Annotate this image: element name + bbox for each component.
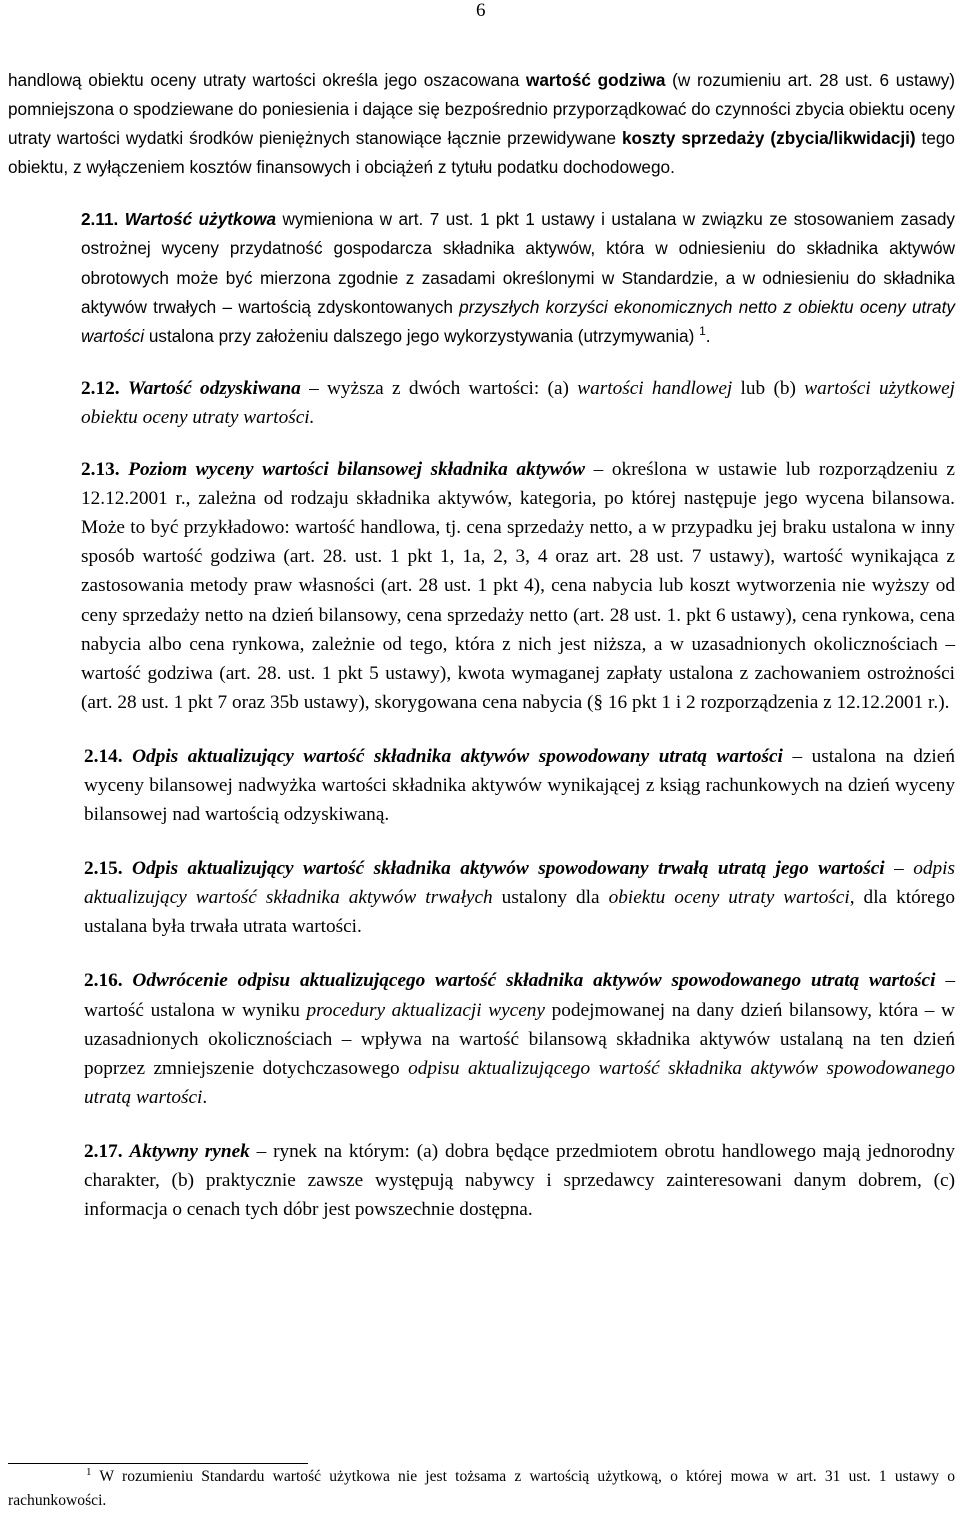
text: – wartość ustalona w wyniku: [84, 970, 955, 1021]
definition-2-14: [8, 742, 955, 829]
italic-text: obiektu oceny utraty wartości: [608, 887, 850, 909]
intro-paragraph: [8, 66, 955, 182]
footnote-reference[interactable]: 1: [699, 323, 706, 338]
italic-text: odpis aktualizujący wartość składnika aktywów trwałych: [84, 858, 956, 909]
text: – określona w ustawie lub rozporządzeniu z 12.12.2001 r., zależna od rodzaju składnika aktywów, kategoria, po której następuje jego wycena bilansowa. Może to być przykładowo: wartość handlowa, tj. cena sprzedaży netto, a w przypadku jej braku ustalona w inny sposób wartość godziwa (art. 28. ust. 1 pkt 1, 1a, 2, 3, 4 oraz art. 28 ust. 7 ustawy), wartość wynikająca z zastosowania metody praw własności (art. 28 ust. 1 pkt 4), cena nabycia lub koszt wytworzenia nie wyższy od ceny sprzedaży netto na dzień bilansowy, cena sprzedaży netto (art. 28 ust. 1. pkt 6 ustawy), cena rynkowa, cena nabycia albo cena rynkowa, zależnie od tego, która z nich jest niższa, a w uzasadnionych okolicznościach – wartość godziwa (art. 28. ust. 1 pkt 5 ustawy), kwota wymaganej zapłaty ustalona z zachowaniem ostrożności (art. 28 ust. 1 pkt 7 oraz 35b ustawy), skorygowana cena nabycia (§ 16 pkt 1 i 2 rozporządzenia z 12.12.2001 r.).: [81, 459, 955, 713]
text: .: [202, 1086, 208, 1108]
defined-term: Wartość użytkowa: [124, 209, 277, 230]
text: , dla którego ustalana była trwała utrata wartości.: [84, 887, 955, 938]
definition-2-12: [8, 374, 955, 432]
text: wymieniona w art. 7 ust. 1 pkt 1 ustawy i ustalana w związku ze stosowaniem zasady ostrożnej wyceny przydatność gospodarcza składnika aktywów, która w odniesieniu do składnika aktywów obrotowych może być mierzona zgodnie z zasadami określonymi w Standardzie, a w odniesieniu do składnika aktywów trwałych – wartością zdyskontowanych: [81, 209, 955, 317]
definition-2-15: [8, 854, 955, 941]
footnote-separator: [8, 1463, 308, 1464]
italic-text: odpisu aktualizującego wartość składnika aktywów spowodowanego utratą wartości: [84, 1057, 955, 1108]
defined-term: Aktywny rynek: [129, 1140, 250, 1162]
footnote: [8, 1465, 955, 1513]
definition-2-16: [8, 966, 955, 1111]
definition-2-11: [8, 205, 955, 350]
italic-text: wartości użytkowej obiektu oceny utraty wartości.: [81, 377, 955, 428]
italic-text: przyszłych korzyści ekonomicznych netto z obiektu oceny utraty wartości: [81, 296, 955, 346]
defined-term: Odpis aktualizujący wartość składnika aktywów spowodowany trwałą utratą jego wartości: [132, 858, 885, 880]
text: – wyższa z dwóch wartości: (a): [300, 377, 578, 399]
text: lub (b): [732, 377, 805, 399]
section-number: 2.12.: [81, 377, 120, 399]
emphasis: wartość godziwa: [525, 70, 666, 90]
page-number: 6: [476, 0, 486, 21]
section-number: 2.15.: [84, 858, 123, 880]
text: podejmowanej na dany dzień bilansowy, która – w uzasadnionych okolicznościach – wpływa na wartość bilansową składnika aktywów ustalaną na ten dzień poprzez zmniejszenie dotychczasowego: [84, 999, 955, 1079]
text: (w rozumieniu art. 28 ust. 6 ustawy) pomniejszona o spodziewane do poniesienia i dające się bezpośrednio przyporządkować do czynności zbycia obiektu oceny utraty wartości wydatki środków pieniężnych stanowiące łącznie przewidywane: [8, 70, 956, 149]
italic-text: wartości handlowej: [577, 377, 733, 399]
defined-term: Odpis aktualizujący wartość składnika aktywów spowodowany utratą wartości: [132, 745, 783, 767]
text: ustalony dla: [492, 887, 609, 909]
text: –: [884, 858, 914, 880]
document-body: [8, 66, 955, 1224]
text: – rynek na którym: (a) dobra będące przedmiotem obrotu handlowego mają jednorodny charakter, (b) praktycznie zawsze występują nabywcy i sprzedawcy zainteresowani danym dobrem, (c) informacja o cenach tych dóbr jest powszechnie dostępna.: [84, 1140, 955, 1221]
section-number: 2.16.: [84, 970, 123, 992]
italic-text: procedury aktualizacji wyceny: [306, 999, 545, 1021]
emphasis: koszty sprzedaży (zbycia/likwidacji): [621, 128, 916, 149]
defined-term: Poziom wyceny wartości bilansowej składnika aktywów: [128, 459, 585, 481]
text: – ustalona na dzień wyceny bilansowej nadwyżka wartości składnika aktywów wynikającej z ksiąg rachunkowych na dzień wyceny bilansowej nad wartością odzyskiwaną.: [84, 745, 955, 826]
text: ustalona przy założeniu dalszego jego wykorzystywania (utrzymywania): [144, 325, 695, 346]
text: handlową obiektu oceny utraty wartości określa jego oszacowana: [8, 70, 526, 90]
footnote-marker: 1: [86, 1466, 92, 1478]
definition-2-17: [8, 1137, 955, 1224]
section-number: 2.17.: [84, 1140, 123, 1162]
definition-2-13: [8, 455, 955, 717]
section-number: 2.14.: [84, 745, 123, 767]
text: tego obiektu, z wyłączeniem kosztów finansowych i obciążeń z tytułu podatku dochodowego.: [8, 128, 955, 178]
text: .: [705, 325, 711, 346]
defined-term: Odwrócenie odpisu aktualizującego wartość składnika aktywów spowodowanego utratą wartości: [132, 970, 936, 992]
section-number: 2.13.: [81, 459, 120, 481]
defined-term: Wartość odzyskiwana: [127, 377, 301, 399]
section-number: 2.11.: [81, 209, 119, 230]
footnote-text: W rozumieniu Standardu wartość użytkowa nie jest tożsama z wartością użytkową, o której mowa w art. 31 ust. 1 ustawy o rachunkowości.: [8, 1468, 955, 1509]
